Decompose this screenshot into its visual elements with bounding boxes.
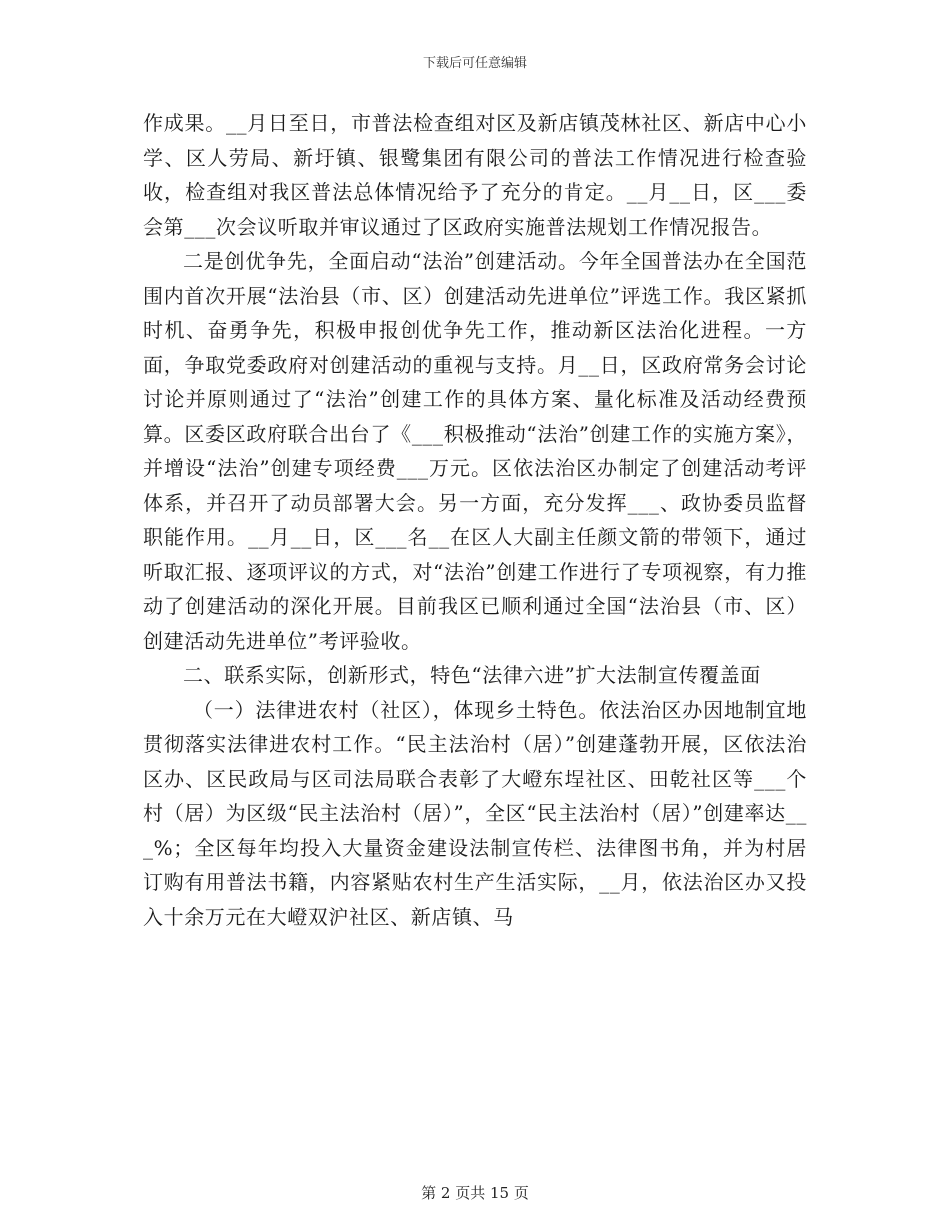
document-body <box>143 106 807 934</box>
paragraph-continuation: 作成果。__月日至日，市普法检查组对区及新店镇茂林社区、新店中心小学、区人劳局、新圩镇、银鹭集团有限公司的普法工作情况进行检查验收，检查组对我区普法总体情况给予了充分的肯定。__月__日，区___委会第___次会议听取并审议通过了区政府实施普法规划工作情况报告。 <box>143 111 807 239</box>
paragraph-legal-creation: 二是创优争先，全面启动“法治”创建活动。今年全国普法办在全国范围内首次开展“法治县（市、区）创建活动先进单位”评选工作。我区紧抓时机、奋勇争先，积极申报创优争先工作，推动新区法治化进程。一方面，争取党委政府对创建活动的重视与支持。月__日，区政府常务会讨论讨论并原则通过了“法治”创建工作的具体方案、量化标准及活动经费预算。区委区政府联合出台了《___积极推动“法治”创建工作的实施方案》，并增设“法治”创建专项经费___万元。区依法治区办制定了创建活动考评体系，并召开了动员部署大会。另一方面，充分发挥___、政协委员监督职能作用。__月__日，区___名__在区人大副主任颜文箭的带领下，通过听取汇报、逐项评议的方式，对“法治”创建工作进行了专项视察，有力推动了创建活动的深化开展。目前我区已顺利通过全国“法治县（市、区）创建活动先进单位”考评验收。 <box>143 249 807 653</box>
paragraph-law-into-villages: （一）法律进农村（社区），体现乡土特色。依法治区办因地制宜地贯彻落实法律进农村工作。“民主法治村（居）”创建蓬勃开展，区依法治区办、区民政局与区司法局联合表彰了大嶝东埕社区、田乾社区等___个村（居）为区级“民主法治村（居）”，全区“民主法治村（居）”创建率达___%；全区每年均投入大量资金建设法制宣传栏、法律图书角，并为村居订购有用普法书籍，内容紧贴农村生产生活实际，__月，依法治区办又投入十余万元在大嶝双沪社区、新店镇、马 <box>143 697 807 929</box>
page-footer: 第 2 页共 15 页 <box>421 1184 529 1202</box>
section-heading: 二、联系实际，创新形式，特色“法律六进”扩大法制宣传覆盖面 <box>183 663 761 687</box>
page-header: 下载后可任意编辑 <box>422 56 527 71</box>
